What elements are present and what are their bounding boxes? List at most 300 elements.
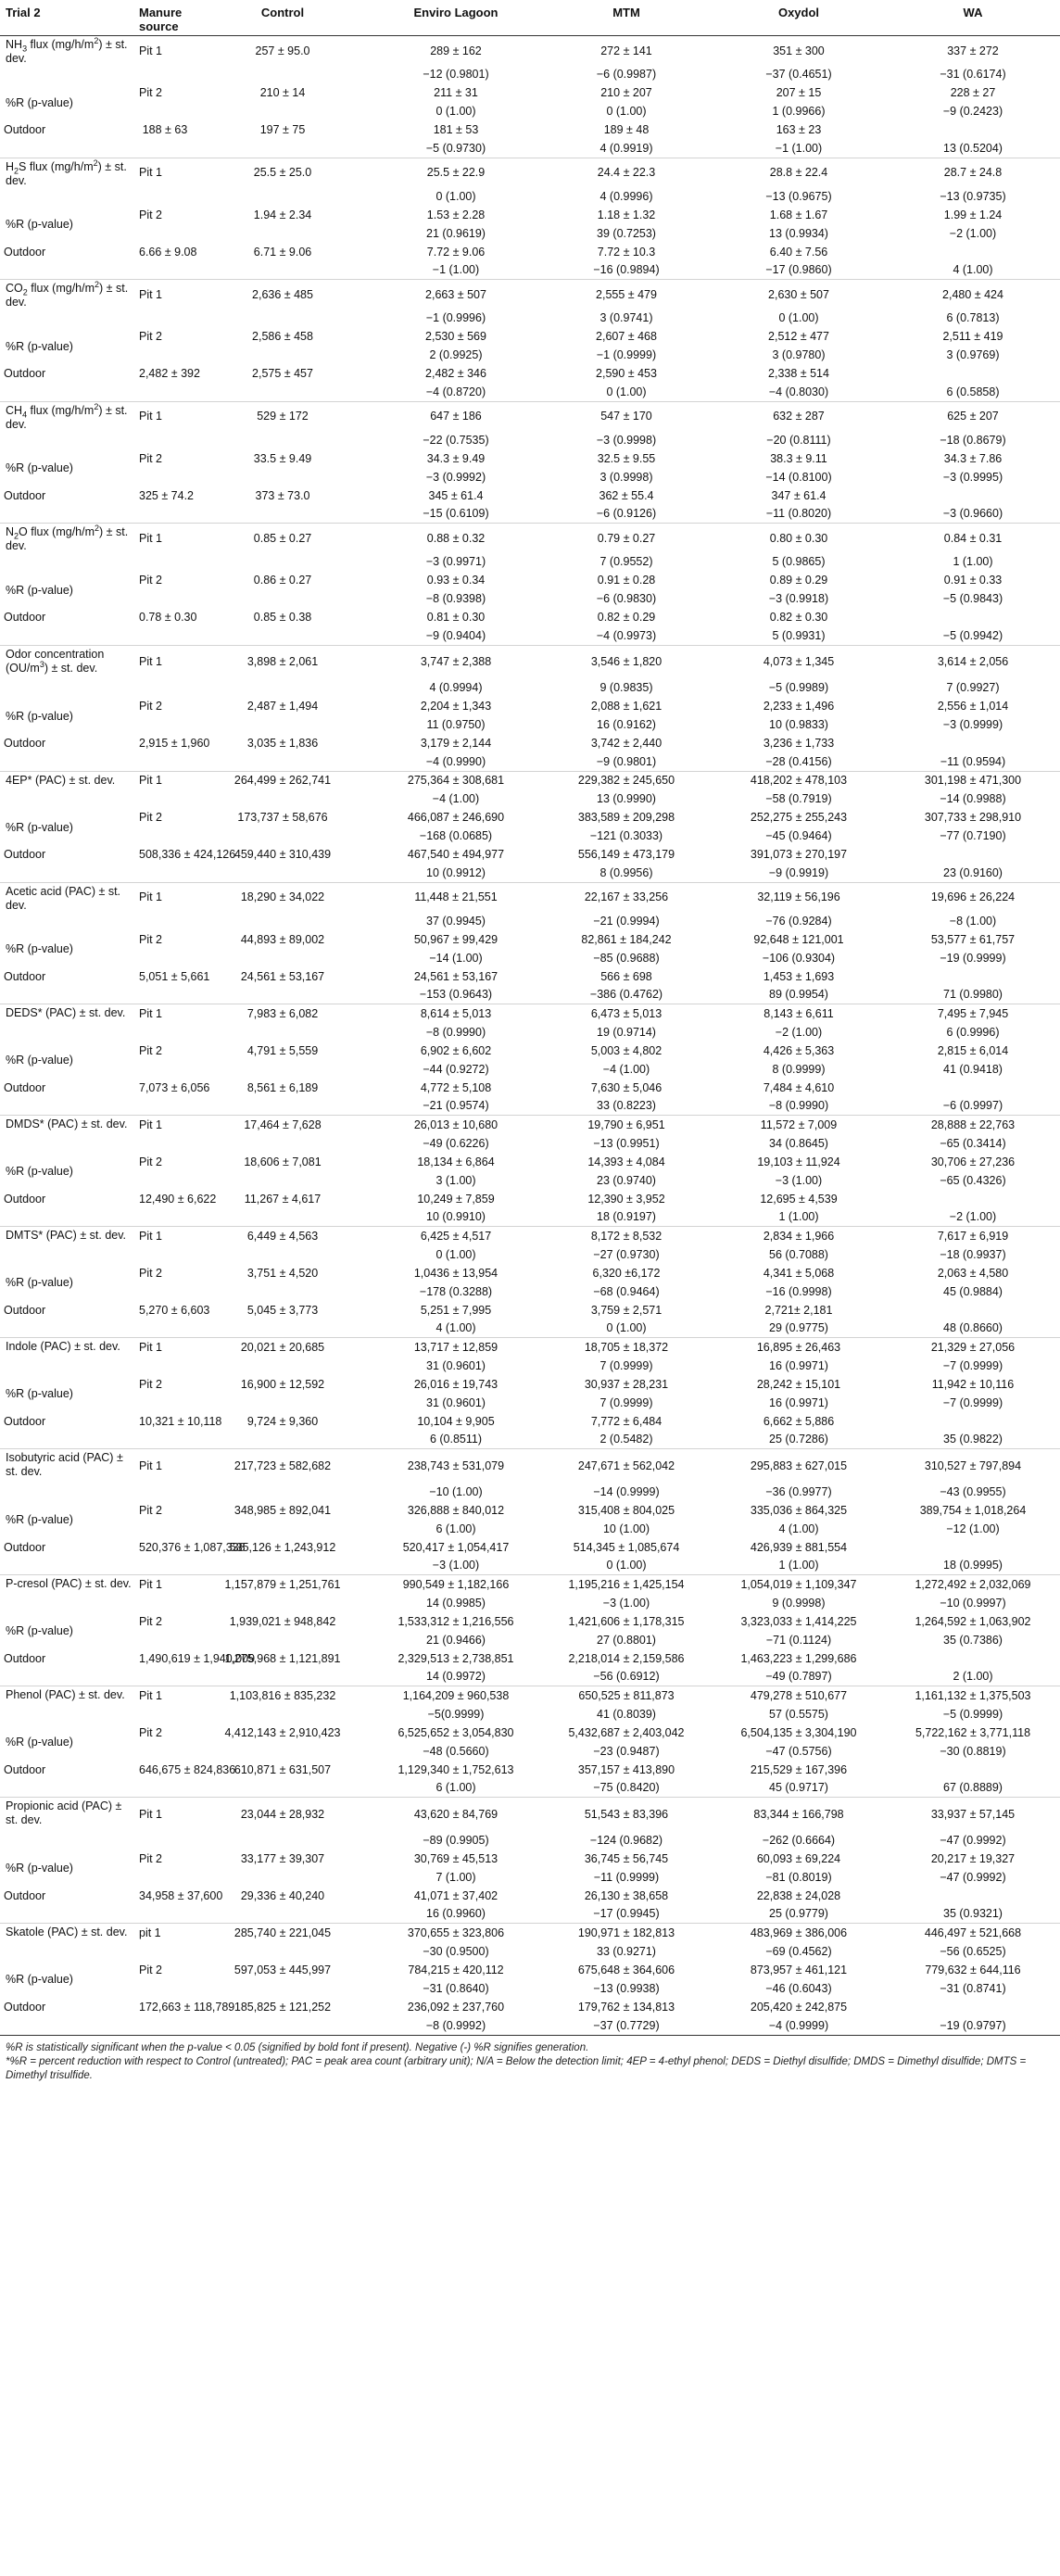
- table-row: [0, 1724, 1060, 1743]
- wa-percent-r: 45 (0.9884): [943, 1284, 1003, 1298]
- mtm-percent-r: 33 (0.9271): [597, 1944, 656, 1958]
- empty-source: [135, 627, 195, 645]
- empty-control: [195, 1980, 371, 1998]
- mtm-percent-r: 7 (0.9999): [599, 1395, 653, 1409]
- empty-control: [195, 1943, 371, 1961]
- wa-percent-r: −7 (0.9999): [942, 1358, 1003, 1372]
- enviro-lagoon-value: 13,717 ± 12,859: [413, 1340, 498, 1354]
- oxydol-value: 7.72 ± 10.3: [597, 245, 656, 259]
- table-row: [0, 83, 1060, 103]
- percent-r-label: %R (p-value): [6, 820, 73, 834]
- enviro-lagoon-percent-r: −48 (0.5660): [423, 1744, 489, 1758]
- percent-r-row: [0, 753, 1060, 771]
- footnote-abbreviations: *%R = percent reduction with respect to Control (untreated); PAC = peak area count (arbitrary unit); N/A = Below the detection limit; 4EP = 4-ethyl phenol; DEDS = Diethyl disulfide; DMDS = Dimethyl disulfide; DMTS = Dimethyl trisulfide.: [6, 2055, 1027, 2081]
- wa-percent-r: −19 (0.9999): [940, 951, 1006, 965]
- mtm-value: 315,408 ± 804,025: [577, 1503, 675, 1517]
- manure-source-cell: Pit 2: [139, 451, 163, 465]
- enviro-lagoon-percent-r: −5 (0.9730): [425, 141, 486, 155]
- table-row: [0, 1998, 1060, 2017]
- manure-source-cell: Pit 2: [139, 1266, 163, 1280]
- empty-label: [0, 1595, 135, 1612]
- percent-r-row: [0, 865, 1060, 882]
- manure-source-cell: Pit 2: [139, 1503, 163, 1517]
- enviro-lagoon-percent-r: −12 (0.9801): [423, 68, 489, 81]
- wa-value: 389,754 ± 1,018,264: [919, 1503, 1027, 1517]
- percent-r-row: [0, 469, 1060, 486]
- mtm-value: 7.72 ± 9.06: [426, 245, 486, 259]
- header-manure-source: Manure source: [139, 6, 183, 33]
- control-value: 20,021 ± 20,685: [240, 1340, 325, 1354]
- empty-label: [0, 1098, 135, 1116]
- oxydol-value: 2,590 ± 453: [596, 367, 657, 380]
- oxydol-percent-r: −71 (0.1124): [765, 1633, 832, 1647]
- empty-source: [135, 1780, 195, 1798]
- enviro-lagoon-value: 0.93 ± 0.34: [426, 574, 486, 587]
- mtm-percent-r: −27 (0.9730): [593, 1247, 660, 1261]
- measure-label: DMDS* (PAC) ± st. dev.: [6, 1118, 128, 1130]
- oxydol-percent-r: −1 (1.00): [775, 141, 823, 155]
- oxydol-value: 566 ± 698: [600, 969, 652, 983]
- wa-percent-r: 18 (0.9995): [943, 1559, 1003, 1572]
- mtm-percent-r: 10 (1.00): [602, 1522, 650, 1535]
- control-value: 2,482 ± 392: [139, 367, 200, 380]
- mtm-percent-r: −21 (0.9994): [593, 914, 660, 928]
- percent-r-row: [0, 987, 1060, 1004]
- wa-percent-r: 48 (0.8660): [943, 1321, 1003, 1335]
- wa-percent-r: 13 (0.5204): [943, 141, 1003, 155]
- empty-label: [0, 309, 135, 327]
- enviro-lagoon-percent-r: −8 (0.9990): [425, 1025, 486, 1039]
- control-value: 210 ± 14: [259, 86, 306, 99]
- wa-value: 391,073 ± 270,197: [750, 848, 848, 861]
- oxydol-value: 12,390 ± 3,952: [587, 1192, 665, 1206]
- control-value: 1,157,879 ± 1,251,761: [224, 1577, 341, 1591]
- empty-label: [0, 1209, 135, 1227]
- empty-label: [0, 553, 135, 571]
- oxydol-percent-r: −4 (0.9999): [768, 2018, 829, 2032]
- oxydol-value: 6,504,135 ± 3,304,190: [740, 1725, 857, 1739]
- mtm-value: 0.81 ± 0.30: [426, 611, 486, 624]
- wa-value: 3,614 ± 2,056: [937, 655, 1009, 669]
- wa-percent-r: −5 (0.9999): [942, 1707, 1003, 1721]
- control-value: 3,898 ± 2,061: [246, 655, 319, 669]
- oxydol-percent-r: −3 (1.00): [775, 1173, 823, 1187]
- percent-r-row: [0, 1832, 1060, 1850]
- wa-value: 215,529 ± 167,396: [750, 1762, 848, 1776]
- mtm-percent-r: 4 (0.9919): [599, 141, 653, 155]
- enviro-lagoon-value: 275,364 ± 308,681: [407, 774, 505, 788]
- table-row: [0, 1042, 1060, 1061]
- percent-r-label: %R (p-value): [6, 339, 73, 353]
- enviro-lagoon-percent-r: −8 (0.9398): [425, 592, 486, 605]
- enviro-lagoon-value: 43,620 ± 84,769: [413, 1807, 498, 1821]
- wa-percent-r: −31 (0.6174): [940, 68, 1006, 81]
- mtm-percent-r: −4 (0.9973): [596, 628, 657, 642]
- empty-label: [0, 1024, 135, 1042]
- mtm-value: 345 ± 61.4: [428, 488, 484, 502]
- empty-source: [135, 1024, 195, 1042]
- mtm-value: 24.4 ± 22.3: [597, 166, 656, 179]
- mtm-percent-r: 19 (0.9714): [597, 1025, 656, 1039]
- percent-r-row: [0, 1595, 1060, 1612]
- oxydol-value: 1,054,019 ± 1,109,347: [740, 1577, 857, 1591]
- oxydol-percent-r: 29 (0.9775): [769, 1321, 828, 1335]
- empty-source: [135, 1432, 195, 1449]
- enviro-lagoon-percent-r: −5(0.9999): [427, 1707, 485, 1721]
- empty-source: [135, 1595, 195, 1612]
- wa-percent-r: 35 (0.7386): [943, 1633, 1003, 1647]
- mtm-percent-r: −16 (0.9894): [593, 263, 660, 277]
- manure-source-cell: Outdoor: [4, 367, 46, 380]
- oxydol-percent-r: −47 (0.5756): [765, 1744, 832, 1758]
- empty-label: [0, 1357, 135, 1375]
- oxydol-percent-r: −28 (0.4156): [765, 754, 832, 768]
- mtm-value: 210 ± 207: [600, 86, 652, 99]
- wa-percent-r: −65 (0.4326): [940, 1173, 1006, 1187]
- wa-percent-r: 6 (0.7813): [946, 311, 1000, 324]
- mtm-percent-r: 39 (0.7253): [597, 226, 656, 240]
- empty-label: [0, 188, 135, 206]
- empty-control: [195, 506, 371, 524]
- wa-value: 0.82 ± 0.30: [769, 611, 828, 624]
- measure-label: $CH_4$ flux $(mg/h/m^2)$ ± st. dev.: [6, 401, 128, 431]
- wa-percent-r: −43 (0.9955): [940, 1484, 1006, 1498]
- table-row: [0, 1079, 1060, 1098]
- oxydol-value: 2,233 ± 1,496: [763, 700, 835, 713]
- empty-label: [0, 679, 135, 697]
- enviro-lagoon-value: 784,215 ± 420,112: [408, 1963, 504, 1976]
- table-row: [0, 1961, 1060, 1980]
- oxydol-percent-r: 4 (1.00): [778, 1522, 819, 1535]
- wa-value: 20,217 ± 19,327: [930, 1851, 1016, 1865]
- empty-control: [195, 1320, 371, 1338]
- wa-value: 625 ± 207: [947, 410, 999, 423]
- empty-source: [135, 384, 195, 401]
- wa-value: 301,198 ± 471,300: [924, 774, 1022, 788]
- oxydol-value: 1.68 ± 1.67: [769, 208, 828, 221]
- percent-r-row: [0, 103, 1060, 120]
- mtm-percent-r: 7 (0.9552): [599, 555, 653, 568]
- enviro-lagoon-value: 289 ± 162: [430, 44, 482, 57]
- wa-value: 7,484 ± 4,610: [763, 1080, 835, 1094]
- mtm-value: 14,393 ± 4,084: [587, 1155, 665, 1168]
- enviro-lagoon-value: 373 ± 73.0: [255, 488, 310, 502]
- oxydol-percent-r: −17 (0.9860): [765, 263, 832, 277]
- oxydol-percent-r: 1 (1.00): [778, 1210, 819, 1224]
- wa-percent-r: −2 (1.00): [949, 1210, 997, 1224]
- mtm-value: 24,561 ± 53,167: [413, 969, 498, 983]
- measure-label: $CO_2$ flux $(mg/h/m^2)$ ± st. dev.: [6, 279, 129, 309]
- mtm-value: 1,421,606 ± 1,178,315: [568, 1614, 685, 1628]
- oxydol-value: 92,648 ± 121,001: [753, 932, 844, 946]
- empty-source: [135, 1906, 195, 1924]
- control-value: 18,606 ± 7,081: [244, 1155, 322, 1168]
- wa-value: 2,480 ± 424: [942, 287, 1003, 301]
- table-row: [0, 327, 1060, 347]
- wa-percent-r: 2 (1.00): [953, 1670, 993, 1684]
- mtm-percent-r: −56 (0.6912): [593, 1670, 660, 1684]
- wa-percent-r: −3 (0.9995): [942, 470, 1003, 484]
- oxydol-percent-r: 13 (0.9934): [769, 226, 828, 240]
- table-row: [0, 697, 1060, 716]
- manure-source-cell: Outdoor: [4, 848, 46, 861]
- empty-source: [135, 188, 195, 206]
- percent-r-label: %R (p-value): [6, 1387, 73, 1400]
- table-row: [0, 1190, 1060, 1209]
- control-value: 0.86 ± 0.27: [253, 574, 312, 587]
- enviro-lagoon-percent-r: 2 (0.9925): [429, 348, 483, 361]
- manure-source-cell: Pit 1: [139, 1807, 163, 1821]
- wa-percent-r: 3 (0.9769): [946, 348, 1000, 361]
- empty-label: [0, 1558, 135, 1575]
- oxydol-value: 0.89 ± 0.29: [769, 574, 828, 587]
- control-value: 44,893 ± 89,002: [240, 932, 325, 946]
- measure-label: Skatole (PAC) ± st. dev.: [6, 1926, 128, 1938]
- manure-source-cell: Outdoor: [4, 245, 46, 259]
- mtm-percent-r: 8 (0.9956): [599, 865, 653, 879]
- control-value: 285,740 ± 221,045: [233, 1926, 332, 1939]
- empty-control: [195, 1357, 371, 1375]
- wa-value: 12,695 ± 4,539: [760, 1192, 838, 1206]
- empty-label: [0, 627, 135, 645]
- enviro-lagoon-percent-r: 0 (1.00): [435, 105, 476, 118]
- empty-source: [135, 309, 195, 327]
- mtm-value: 5,432,687 ± 2,403,042: [568, 1725, 685, 1739]
- manure-source-cell: Pit 1: [139, 774, 163, 788]
- wa-percent-r: −12 (1.00): [946, 1522, 1000, 1535]
- oxydol-percent-r: −8 (0.9990): [768, 1099, 829, 1113]
- table-row: [0, 645, 1060, 679]
- oxydol-percent-r: −13 (0.9675): [765, 189, 832, 203]
- mtm-value: 10,104 ± 9,905: [417, 1414, 495, 1428]
- enviro-lagoon-value: 2,663 ± 507: [425, 287, 486, 301]
- wa-percent-r: 6 (0.5858): [946, 385, 1000, 398]
- wa-percent-r: 71 (0.9980): [943, 988, 1003, 1002]
- wa-percent-r: −5 (0.9942): [942, 628, 1003, 642]
- mtm-percent-r: −11 (0.9999): [593, 1870, 660, 1884]
- mtm-value: 675,648 ± 364,606: [577, 1963, 675, 1976]
- percent-r-row: [0, 188, 1060, 206]
- control-value: 188 ± 63: [142, 123, 188, 136]
- control-value: 5,270 ± 6,603: [139, 1303, 210, 1317]
- percent-r-row: [0, 553, 1060, 571]
- oxydol-percent-r: −69 (0.4562): [765, 1944, 832, 1958]
- mtm-percent-r: −68 (0.9464): [593, 1284, 660, 1298]
- oxydol-value: 26,130 ± 38,658: [584, 1888, 669, 1902]
- empty-control: [195, 913, 371, 930]
- table-row: [0, 158, 1060, 188]
- manure-source-cell: Pit 2: [139, 1155, 163, 1168]
- percent-r-label: %R (p-value): [6, 1862, 73, 1875]
- empty-source: [135, 347, 195, 364]
- percent-r-row: [0, 716, 1060, 734]
- control-value: 0.85 ± 0.27: [253, 531, 312, 545]
- empty-source: [135, 506, 195, 524]
- wa-percent-r: −2 (1.00): [949, 226, 997, 240]
- enviro-lagoon-percent-r: 6 (0.8511): [429, 1433, 483, 1446]
- mtm-percent-r: −124 (0.9682): [589, 1833, 663, 1847]
- mtm-percent-r: −3 (1.00): [602, 1596, 650, 1610]
- measure-label: $H_2S$ flux $(mg/h/m^2)$ ± st. dev.: [6, 158, 127, 187]
- oxydol-value: 3,323,033 ± 1,414,225: [740, 1614, 857, 1628]
- empty-label: [0, 790, 135, 808]
- wa-percent-r: −47 (0.9992): [940, 1870, 1006, 1884]
- empty-source: [135, 1558, 195, 1575]
- empty-source: [135, 262, 195, 280]
- control-value: 10,321 ± 10,118: [139, 1414, 222, 1428]
- manure-source-cell: Pit 2: [139, 86, 163, 99]
- manure-source-cell: Pit 2: [139, 811, 163, 824]
- wa-value: 163 ± 23: [776, 123, 822, 136]
- oxydol-percent-r: 25 (0.9779): [769, 1907, 828, 1921]
- mtm-value: 51,543 ± 83,396: [584, 1807, 669, 1821]
- empty-control: [195, 432, 371, 449]
- table-row: [0, 1501, 1060, 1521]
- percent-r-row: [0, 1172, 1060, 1190]
- oxydol-percent-r: −37 (0.4651): [765, 68, 832, 81]
- control-value: 17,464 ± 7,628: [244, 1118, 322, 1131]
- enviro-lagoon-percent-r: 0 (1.00): [435, 189, 476, 203]
- empty-source: [135, 66, 195, 83]
- wa-value: 11,942 ± 10,116: [931, 1377, 1015, 1391]
- wa-value: 1.99 ± 1.24: [943, 208, 1003, 221]
- enviro-lagoon-percent-r: −21 (0.9574): [423, 1099, 489, 1113]
- oxydol-percent-r: 57 (0.5575): [769, 1707, 828, 1721]
- mtm-value: 30,937 ± 28,231: [584, 1377, 669, 1391]
- enviro-lagoon-percent-r: 4 (1.00): [435, 1321, 476, 1335]
- enviro-lagoon-value: 26,016 ± 19,743: [413, 1377, 498, 1391]
- percent-r-row: [0, 1869, 1060, 1887]
- percent-r-row: [0, 432, 1060, 449]
- mtm-percent-r: −85 (0.9688): [593, 951, 660, 965]
- empty-control: [195, 679, 371, 697]
- mtm-percent-r: −14 (0.9999): [593, 1484, 660, 1498]
- empty-control: [195, 1024, 371, 1042]
- enviro-lagoon-value: 1,0436 ± 13,954: [413, 1266, 498, 1280]
- oxydol-percent-r: −20 (0.8111): [766, 433, 831, 447]
- empty-control: [195, 1632, 371, 1649]
- wa-value: 426,939 ± 881,554: [750, 1540, 848, 1554]
- mtm-value: 18,705 ± 18,372: [584, 1340, 669, 1354]
- empty-source: [135, 432, 195, 449]
- wa-percent-r: −18 (0.8679): [940, 433, 1006, 447]
- table-row: [0, 882, 1060, 913]
- empty-source: [135, 553, 195, 571]
- enviro-lagoon-value: 326,888 ± 840,012: [407, 1503, 505, 1517]
- empty-control: [195, 1484, 371, 1501]
- oxydol-value: 179,762 ± 134,813: [577, 2000, 675, 2014]
- empty-source: [135, 1098, 195, 1116]
- mtm-percent-r: 4 (0.9996): [599, 189, 653, 203]
- manure-source-cell: Pit 1: [139, 1340, 163, 1354]
- mtm-value: 2,555 ± 479: [596, 287, 657, 301]
- oxydol-percent-r: 8 (0.9999): [772, 1062, 826, 1076]
- enviro-lagoon-percent-r: 10 (0.9912): [426, 865, 486, 879]
- enviro-lagoon-value: 8,614 ± 5,013: [420, 1006, 492, 1020]
- percent-r-label: %R (p-value): [6, 709, 73, 723]
- oxydol-value: 351 ± 300: [773, 44, 825, 57]
- manure-source-cell: Pit 2: [139, 1725, 163, 1739]
- wa-value: 337 ± 272: [947, 44, 999, 57]
- percent-r-label: %R (p-value): [6, 583, 73, 597]
- enviro-lagoon-percent-r: 14 (0.9985): [426, 1596, 486, 1610]
- table-row: [0, 1924, 1060, 1943]
- empty-control: [195, 1521, 371, 1538]
- measure-label: Phenol (PAC) ± st. dev.: [6, 1688, 125, 1701]
- empty-source: [135, 140, 195, 158]
- oxydol-value: 3,759 ± 2,571: [590, 1303, 662, 1317]
- wa-percent-r: 67 (0.8889): [943, 1781, 1003, 1795]
- empty-source: [135, 103, 195, 120]
- enviro-lagoon-percent-r: 7 (1.00): [435, 1870, 476, 1884]
- mtm-percent-r: 33 (0.8223): [597, 1099, 656, 1113]
- table-row: [0, 608, 1060, 627]
- enviro-lagoon-percent-r: −3 (0.9992): [425, 470, 486, 484]
- wa-percent-r: 35 (0.9321): [943, 1907, 1003, 1921]
- enviro-lagoon-percent-r: −14 (1.00): [429, 951, 483, 965]
- oxydol-value: 7,630 ± 5,046: [590, 1080, 662, 1094]
- enviro-lagoon-value: 30,769 ± 45,513: [413, 1851, 498, 1865]
- control-value: 1,490,619 ± 1,940,009: [139, 1651, 256, 1665]
- wa-value: 307,733 ± 298,910: [924, 811, 1022, 824]
- wa-value: 779,632 ± 644,116: [925, 1963, 1021, 1976]
- percent-r-label: %R (p-value): [6, 461, 73, 474]
- table-row: [0, 967, 1060, 987]
- empty-control: [195, 1432, 371, 1449]
- percent-r-row: [0, 1135, 1060, 1153]
- percent-r-row: [0, 1209, 1060, 1227]
- wa-value: 228 ± 27: [950, 86, 996, 99]
- enviro-lagoon-value: 1,275,968 ± 1,121,891: [224, 1651, 341, 1665]
- percent-r-row: [0, 1320, 1060, 1338]
- mtm-value: 650,525 ± 811,873: [578, 1688, 675, 1702]
- empty-control: [195, 590, 371, 608]
- wa-percent-r: −47 (0.9992): [940, 1833, 1006, 1847]
- empty-source: [135, 987, 195, 1004]
- mtm-percent-r: 0 (1.00): [606, 1321, 647, 1335]
- mtm-percent-r: −6 (0.9987): [596, 68, 657, 81]
- enviro-lagoon-percent-r: 6 (1.00): [435, 1781, 476, 1795]
- empty-source: [135, 1832, 195, 1850]
- empty-source: [135, 1283, 195, 1301]
- percent-r-row: [0, 347, 1060, 364]
- empty-label: [0, 432, 135, 449]
- manure-source-cell: Pit 2: [139, 1851, 163, 1865]
- wa-percent-r: −8 (1.00): [949, 914, 997, 928]
- enviro-lagoon-percent-r: 10 (0.9910): [426, 1210, 486, 1224]
- empty-source: [135, 1669, 195, 1686]
- table-row: [0, 364, 1060, 384]
- oxydol-value: 418,202 ± 478,103: [750, 774, 848, 788]
- table-row: [0, 1850, 1060, 1869]
- control-value: 1,939,021 ± 948,842: [229, 1614, 336, 1628]
- wa-percent-r: −14 (0.9988): [940, 792, 1006, 805]
- header-wa: WA: [963, 6, 983, 19]
- enviro-lagoon-value: 6,525,652 ± 3,054,830: [398, 1725, 514, 1739]
- enviro-lagoon-percent-r: 4 (0.9994): [429, 681, 483, 694]
- control-value: 1.94 ± 2.34: [253, 208, 312, 221]
- table-row: [0, 571, 1060, 590]
- wa-value: 7,617 ± 6,919: [937, 1229, 1009, 1243]
- enviro-lagoon-percent-r: −4 (0.9990): [425, 754, 486, 768]
- empty-control: [195, 987, 371, 1004]
- wa-percent-r: −11 (0.9594): [940, 754, 1006, 768]
- enviro-lagoon-value: 25.5 ± 22.9: [426, 166, 486, 179]
- percent-r-row: [0, 1521, 1060, 1538]
- oxydol-percent-r: 16 (0.9971): [769, 1358, 828, 1372]
- control-value: 520,376 ± 1,087,338: [139, 1540, 246, 1554]
- oxydol-value: 514,345 ± 1,085,674: [573, 1540, 680, 1554]
